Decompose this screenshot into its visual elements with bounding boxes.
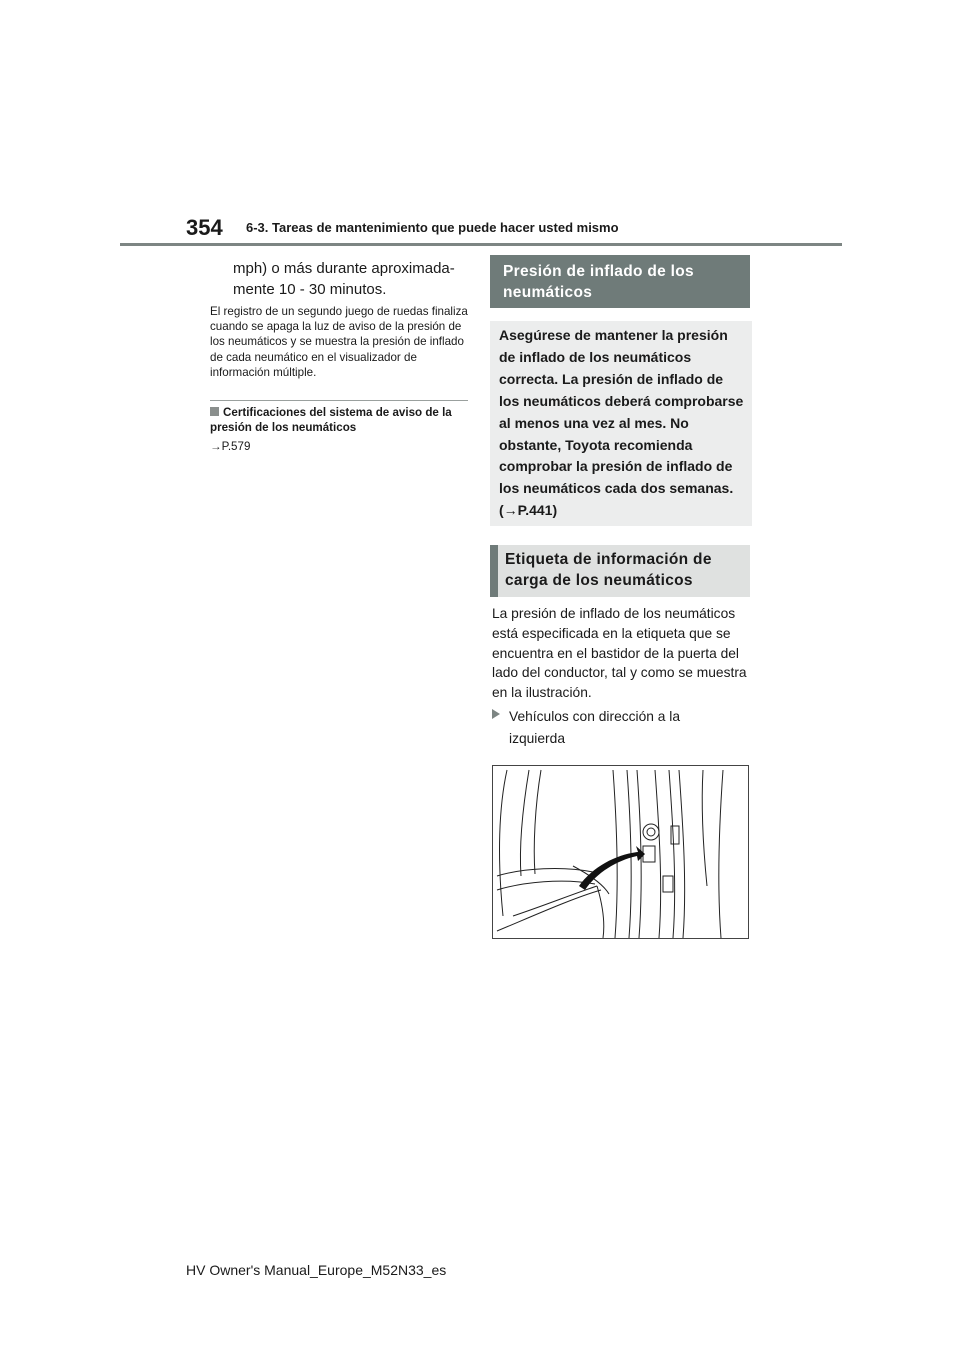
section-title: 6-3. Tareas de mantenimiento que puede hacer usted mismo [246, 220, 619, 235]
tire-pressure-note-text: Asegúrese de mantener la presión de inflado de los neumáticos correcta. La presión de inflado de los neumáticos deberá comprobarse al menos una vez al mes. No obstante, Toyota recomienda comprobar la presión de inflado de los neumáticos cada dos semanas. (→P.441) [499, 327, 744, 519]
door-frame-drawing [493, 766, 748, 938]
load-label-heading: Etiqueta de información de carga de los neumáticos [505, 551, 712, 589]
left-hand-drive-bullet: Vehículos con dirección a la izquierda [509, 709, 681, 746]
wheel-registration-paragraph: El registro de un segundo juego de ruedas finaliza cuando se apaga la luz de aviso de la presión de los neumáticos y se muestra la presión de inflado de cada neumático en el visualizador de información múltiple. [210, 305, 468, 379]
certifications-subheading-text: Certificaciones del sistema de aviso de la presión de los neumáticos [210, 406, 452, 434]
square-bullet-icon [210, 407, 219, 416]
certifications-subheading [210, 405, 470, 435]
label-location-paragraph: La presión de inflado de los neumáticos está especificada en la etiqueta que se encuentra en el bastidor de la puerta del lado del conductor, tal y como se muestra en la ilustración. [492, 606, 747, 701]
load-label-heading-bar [490, 545, 750, 597]
column-divider [210, 400, 468, 401]
tire-pressure-heading-bar [490, 255, 750, 308]
continued-text-line-1: mph) o más durante aproximada- [233, 260, 455, 277]
manual-footer: HV Owner's Manual_Europe_M52N33_es [186, 1262, 447, 1278]
header-divider [120, 243, 842, 246]
page-number: 354 [186, 215, 223, 240]
page-reference-link[interactable]: →P.579 [210, 440, 251, 453]
tire-pressure-note-box [490, 321, 752, 526]
tire-pressure-heading: Presión de inflado de los neumáticos [503, 263, 694, 301]
continued-text-line-2: mente 10 - 30 minutos. [233, 281, 387, 298]
door-frame-label-illustration [492, 765, 749, 939]
triangle-bullet-icon [492, 709, 500, 719]
